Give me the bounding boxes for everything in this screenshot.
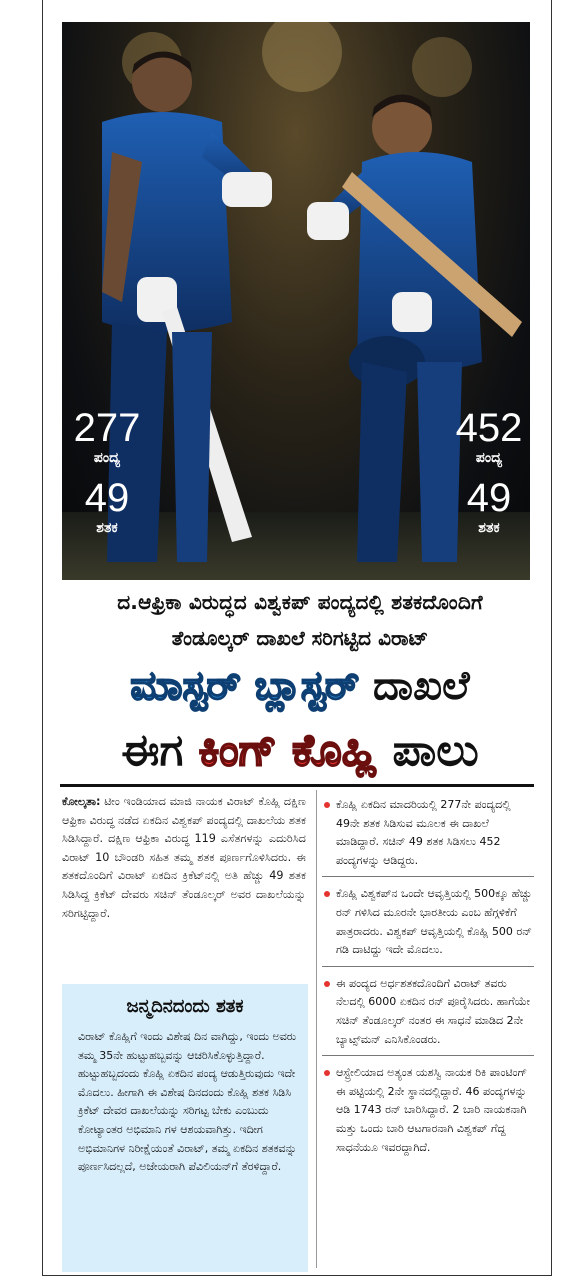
- headline-main-line1: [60, 660, 540, 712]
- left-matches-value: 277: [73, 406, 141, 450]
- headline-black-text-3: ಪಾಲು: [392, 725, 479, 776]
- right-centuries-value: 49: [466, 476, 512, 520]
- headline-red-text: ಕಿಂಗ್ ಕೊಹ್ಲಿ: [198, 725, 378, 776]
- article-dateline: ಕೋಲ್ಕತಾ:: [62, 795, 101, 808]
- fact-item: ಕೊಹ್ಲಿ ಏಕದಿನ ಮಾದರಿಯಲ್ಲಿ 277ನೇ ಪಂದ್ಯದಲ್ಲಿ 49ನೇ ಶತಕ ಸಿಡಿಸುವ ಮೂಲಕ ಈ ದಾಖಲೆ ಮಾಡಿದ್ದಾರೆ. ಸಚಿನ್ 49 ಶತಕ ಸಿಡಿಸಲು 452 ಪಂದ್ಯಗಳನ್ನು ಆಡಿದ್ದರು.: [322, 796, 534, 877]
- hero-photo: [62, 22, 530, 580]
- right-stats: [454, 408, 524, 536]
- left-stats: [72, 408, 142, 536]
- fact-item: ಈ ಪಂದ್ಯದ ಅರ್ಧಶತಕದೊಂದಿಗೆ ವಿರಾಟ್ ತವರು ನೆಲದಲ್ಲಿ 6000 ಏಕದಿನ ರನ್ ಪೂರೈಸಿದರು. ಹಾಗೆಯೇ ಸಚಿನ್ ತೆಂಡೂಲ್ಕರ್ ನಂತರ ಈ ಸಾಧನೆ ಮಾಡಿದ 2ನೇ ಬ್ಯಾಟ್ಸ್‌ಮನ್ ಎನಿಸಿಕೊಂಡರು.: [322, 975, 534, 1056]
- right-matches-label: ಪಂದ್ಯ: [475, 449, 503, 465]
- left-centuries-label: ಶತಕ: [96, 519, 118, 535]
- birthday-sidebox: [62, 984, 308, 1272]
- headline-kicker-line1: ದ.ಆಫ್ರಿಕಾ ವಿರುದ್ಧದ ವಿಶ್ವಕಪ್ ಪಂದ್ಯದಲ್ಲಿ ಶತಕದೊಂದಿಗೆ: [117, 590, 483, 614]
- headline-divider: [60, 784, 534, 787]
- headline-black-text: ದಾಖಲೆ: [373, 663, 470, 709]
- right-centuries-label: ಶತಕ: [478, 519, 500, 535]
- facts-list: [322, 796, 534, 1171]
- right-matches-value: 452: [455, 406, 523, 450]
- left-matches-label: ಪಂದ್ಯ: [93, 449, 121, 465]
- sidebox-title: ಜನ್ಮದಿನದಂದು ಶತಕ: [126, 996, 244, 1017]
- headline-kicker-line2: ತೆಂಡೂಲ್ಕರ್ ದಾಖಲೆ ಸರಿಗಟ್ಟಿದ ವಿರಾಟ್: [171, 626, 429, 650]
- left-centuries-value: 49: [84, 476, 130, 520]
- fact-item: ಕೊಹ್ಲಿ ವಿಶ್ವಕಪ್‌ನ ಒಂದೇ ಆವೃತ್ತಿಯಲ್ಲಿ 500ಕ್ಕೂ ಹೆಚ್ಚು ರನ್ ಗಳಿಸಿದ ಮೂರನೇ ಭಾರತೀಯ ಎಂಬ ಹೆಗ್ಗಳಿಕೆಗೆ ಪಾತ್ರರಾದರು. ವಿಶ್ವಕಪ್ ಆವೃತ್ತಿಯಲ್ಲಿ ಕೊಹ್ಲಿ 500 ರನ್ ಗಡಿ ದಾಟಿದ್ದು ಇದೇ ಮೊದಲು.: [322, 885, 534, 966]
- article-text: ಟೀಂ ಇಂಡಿಯಾದ ಮಾಜಿ ನಾಯಕ ವಿರಾಟ್ ಕೊಹ್ಲಿ ದಕ್ಷಿಣ ಆಫ್ರಿಕಾ ವಿರುದ್ಧ ನಡೆದ ಏಕದಿನ ವಿಶ್ವಕಪ್ ಪಂದ್ಯದಲ್ಲಿ ದಾಖಲೆಯ ಶತಕ ಸಿಡಿಸಿದ್ದಾರೆ. ದಕ್ಷಿಣ ಆಫ್ರಿಕಾ ವಿರುದ್ಧ 119 ಎಸೆತಗಳನ್ನು ಎದುರಿಸಿದ ವಿರಾಟ್ 10 ಬೌಂಡರಿ ಸಹಿತ ತಮ್ಮ ಶತಕ ಪೂರ್ಣಗೊಳಿಸಿದರು. ಈ ಶತಕದೊಂದಿಗೆ ವಿರಾಟ್ ಏಕದಿನ ಕ್ರಿಕೆಟ್‌ನಲ್ಲಿ ಅತಿ ಹೆಚ್ಚು 49 ಶತಕ ಸಿಡಿಸಿದ್ದ ಕ್ರಿಕೆಟ್ ದೇವರು ಸಚಿನ್ ತೆಂಡೂಲ್ಕರ್ ಅವರ ದಾಖಲೆಯನ್ನು ಸರಿಗಟ್ಟಿದ್ದಾರೆ.: [62, 795, 306, 920]
- sidebox-text: ವಿರಾಟ್ ಕೊಹ್ಲಿಗೆ ಇಂದು ವಿಶೇಷ ದಿನ ವಾಗಿದ್ದು, ಇಂದು ಅವರು ತಮ್ಮ 35ನೇ ಹುಟ್ಟುಹಬ್ಬವನ್ನು ಆಚರಿಸಿಕೊಳ್ಳುತ್ತಿದ್ದಾರೆ. ಹುಟ್ಟುಹಬ್ಬದಂದು ಕೊಹ್ಲಿ ಏಕದಿನ ಪಂದ್ಯ ಆಡುತ್ತಿರುವುದು ಇದೇ ಮೊದಲು. ಹೀಗಾಗಿ ಈ ವಿಶೇಷ ದಿನದಂದು ಕೊಹ್ಲಿ ಶತಕ ಸಿಡಿಸಿ ಕ್ರಿಕೆಟ್ ದೇವರ ದಾಖಲೆಯನ್ನು ಸರಿಗಟ್ಟ ಬೇಕು ಎಂಬುದು ಕೋಟ್ಯಾಂತರ ಅಭಿಮಾನಿ ಗಳ ಆಶಯವಾಗಿತ್ತು. ಇದೀಗ ಅಭಿಮಾನಿಗಳ ನಿರೀಕ್ಷೆಯಂತೆ ವಿರಾಟ್, ತಮ್ಮ ಏಕದಿನ ಶತಕವನ್ನು ಪೂರ್ಣಸಿದಲ್ಲದೆ, ಅಜೇಯರಾಗಿ ಪೆವಿಲಿಯನ್‌ಗೆ ತೆರಳಿದ್ದಾರೆ.: [78, 1030, 297, 1174]
- headline-black-text-2: ಈಗ: [121, 725, 184, 776]
- column-divider: [316, 790, 317, 1268]
- headline-main-line2: [60, 722, 540, 780]
- headline-blue-text: ಮಾಸ್ಟರ್ ಬ್ಲಾಸ್ಟರ್: [130, 663, 360, 709]
- fact-item: ಆಸ್ಟ್ರೇಲಿಯಾದ ಅತ್ಯಂತ ಯಶಸ್ವಿ ನಾಯಕ ರಿಕಿ ಪಾಂಟಿಂಗ್ ಈ ಪಟ್ಟಿಯಲ್ಲಿ 2ನೇ ಸ್ಥಾನದಲ್ಲಿದ್ದಾರೆ. 46 ಪಂದ್ಯಗಳನ್ನು ಆಡಿ 1743 ರನ್ ಬಾರಿಸಿದ್ದಾರೆ. 2 ಬಾರಿ ನಾಯಕನಾಗಿ ಮತ್ತು ಒಂದು ಬಾರಿ ಆಟಗಾರನಾಗಿ ವಿಶ್ವಕಪ್ ಗೆದ್ದ ಸಾಧನೆಯೂ ಇವರದ್ದಾಗಿದೆ.: [322, 1064, 534, 1163]
- article-body: [62, 793, 306, 923]
